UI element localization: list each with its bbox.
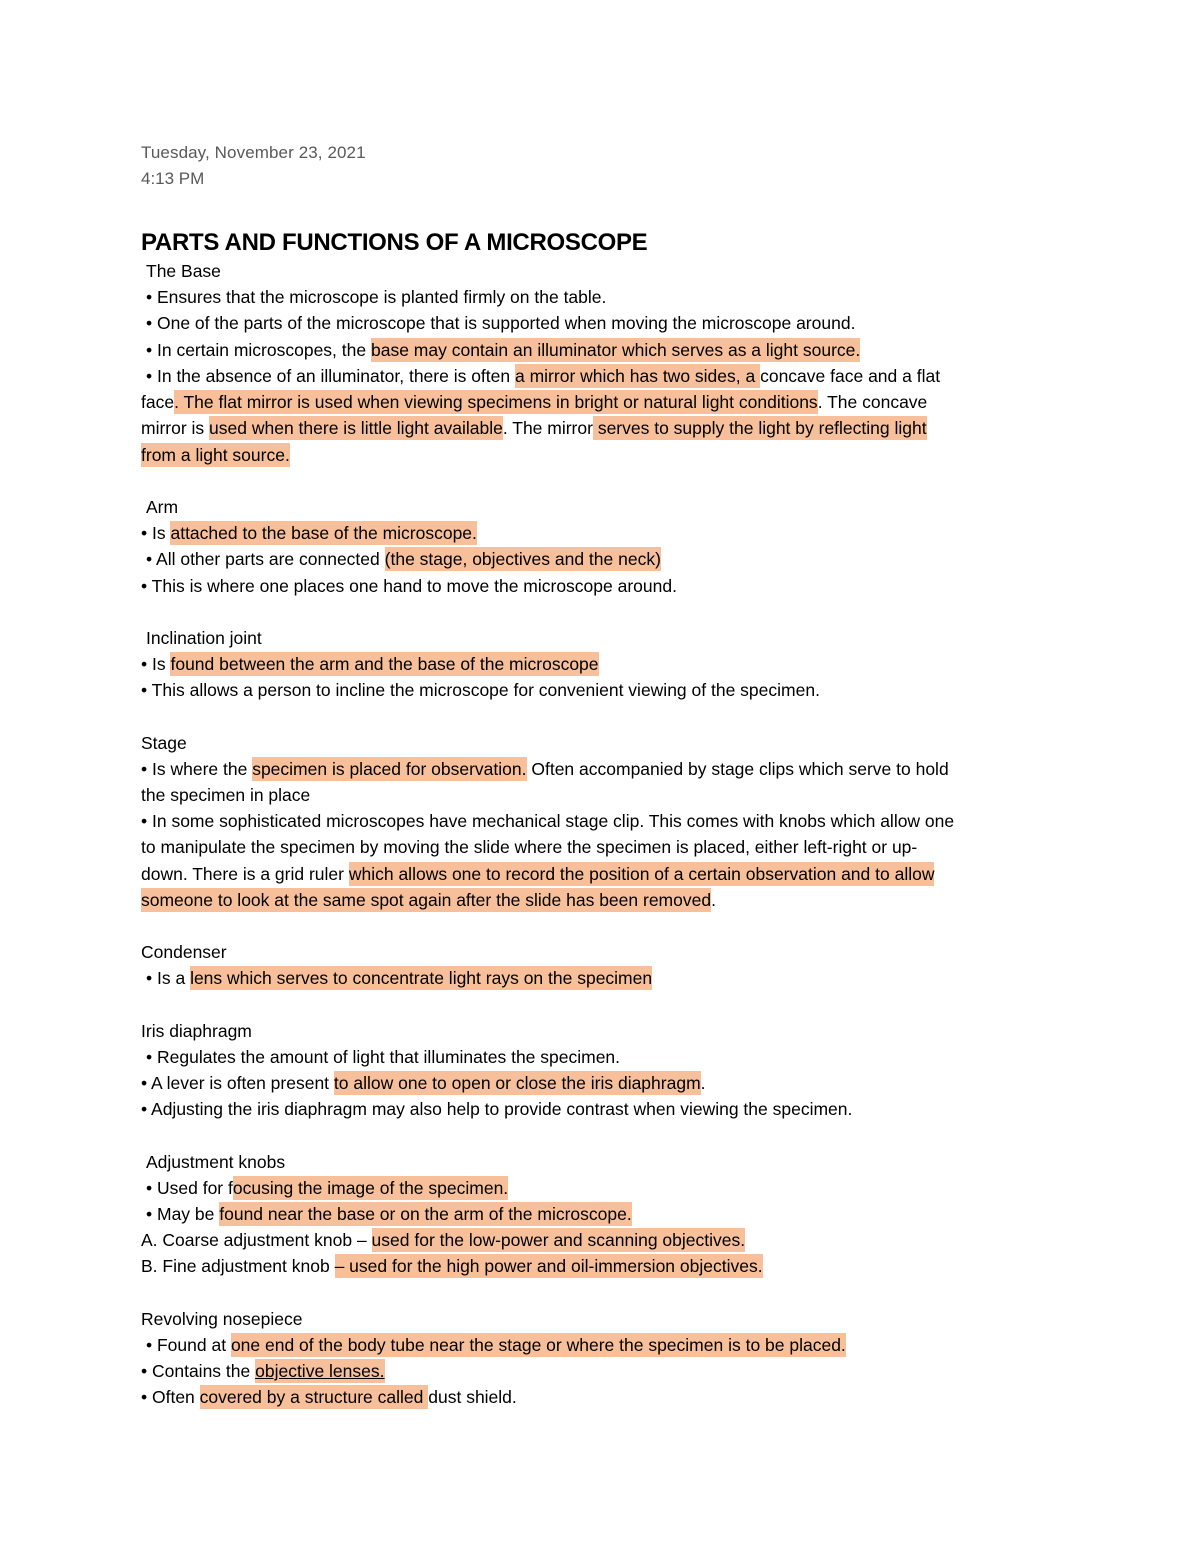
base-line-6: mirror is used when there is little light available. The mirror serves to supply the light by reflecting light bbox=[141, 418, 927, 439]
nosepiece-line-2: • Contains the objective lenses. bbox=[141, 1361, 385, 1382]
section-heading-iris: Iris diaphragm bbox=[141, 1020, 252, 1041]
stage-line-1: • Is where the specimen is placed for observation. Often accompanied by stage clips which serve to hold bbox=[141, 758, 949, 779]
section-heading-inclination: Inclination joint bbox=[146, 627, 262, 648]
page-title: PARTS AND FUNCTIONS OF A MICROSCOPE bbox=[141, 229, 648, 256]
highlight: attached to the base of the microscope. bbox=[170, 523, 477, 544]
note-date: Tuesday, November 23, 2021 bbox=[141, 143, 366, 162]
highlight: used when there is little light available bbox=[209, 418, 503, 439]
stage-line-4: to manipulate the specimen by moving the slide where the specimen is placed, either left-right or up- bbox=[141, 837, 918, 858]
note-page bbox=[141, 140, 1061, 1411]
condenser-line-1: • Is a lens which serves to concentrate light rays on the specimen bbox=[146, 968, 653, 989]
base-line-4: • In the absence of an illuminator, there is often a mirror which has two sides, a concave face and a flat bbox=[146, 365, 941, 386]
highlight: . The flat mirror bbox=[174, 392, 298, 413]
note-time: 4:13 PM bbox=[141, 169, 205, 188]
section-heading-base: The Base bbox=[146, 261, 221, 281]
section-heading-nosepiece: Revolving nosepiece bbox=[141, 1308, 303, 1329]
highlight: (the stage, objectives and the neck) bbox=[384, 549, 661, 570]
knobs-line-4: B. Fine adjustment knob – used for the high power and oil-immersion objectives. bbox=[141, 1256, 763, 1277]
highlight: – used for the high power and oil-immersion objectives. bbox=[334, 1256, 763, 1277]
highlight: is used when viewing specimens in bright or natural light conditions bbox=[297, 392, 818, 413]
highlight: ocusing the image of the specimen. bbox=[232, 1177, 509, 1198]
section-heading-knobs: Adjustment knobs bbox=[146, 1151, 286, 1172]
stage-line-5: down. There is a grid ruler which allows one to record the position of a certain observation and to allow bbox=[141, 863, 935, 884]
base-line-2: • One of the parts of the microscope that is supported when moving the microscope around. bbox=[146, 313, 856, 334]
highlight: which allows one to record the position of a certain observation and to allow bbox=[348, 863, 935, 884]
arm-line-3: • This is where one places one hand to move the microscope around. bbox=[141, 575, 677, 596]
highlight: specimen is placed for observation. bbox=[252, 758, 527, 779]
stage-line-6: someone to look at the same spot again after the slide has been removed. bbox=[141, 890, 716, 911]
highlight: base may contain an illuminator which serves as a light source. bbox=[370, 339, 861, 360]
knobs-line-3: A. Coarse adjustment knob – used for the low-power and scanning objectives. bbox=[141, 1230, 746, 1251]
stage-line-2: the specimen in place bbox=[141, 784, 311, 805]
highlight: lens which serves to concentrate light rays on the specimen bbox=[190, 968, 653, 989]
section-heading-condenser: Condenser bbox=[141, 942, 227, 963]
knobs-line-2: • May be found near the base or on the arm of the microscope. bbox=[146, 1203, 632, 1224]
highlight: one end of the body tube near the stage or where the specimen is to be placed. bbox=[230, 1334, 846, 1355]
knobs-line-1: • Used for focusing the image of the specimen. bbox=[146, 1177, 509, 1198]
stage-line-3: • In some sophisticated microscopes have mechanical stage clip. This comes with knobs which allow one bbox=[141, 811, 955, 832]
iris-line-2: • A lever is often present to allow one to open or close the iris diaphragm. bbox=[141, 1072, 706, 1093]
base-line-7 bbox=[141, 442, 1061, 468]
highlight: used for the low-power and scanning objectives. bbox=[371, 1230, 746, 1251]
highlight: from a light source. bbox=[141, 444, 290, 465]
highlight: found near the base or on the arm of the microscope. bbox=[219, 1203, 632, 1224]
base-line-5: face. The flat mirror is used when viewing specimens in bright or natural light conditions. The concave bbox=[141, 392, 928, 413]
highlight-underlined: objective lenses. bbox=[255, 1361, 385, 1382]
inclination-line-2: • This allows a person to incline the microscope for convenient viewing of the specimen. bbox=[141, 680, 820, 701]
highlight: serves to supply the light by reflecting light bbox=[592, 418, 927, 439]
iris-line-1: • Regulates the amount of light that illuminates the specimen. bbox=[146, 1046, 621, 1067]
section-heading-arm: Arm bbox=[146, 497, 179, 518]
arm-line-2: • All other parts are connected (the stage, objectives and the neck) bbox=[146, 549, 661, 570]
arm-line-1: • Is attached to the base of the microscope. bbox=[141, 523, 477, 544]
base-line-3: • In certain microscopes, the base may contain an illuminator which serves as a light source. bbox=[146, 339, 861, 360]
inclination-line-1: • Is found between the arm and the base of the microscope bbox=[141, 653, 599, 674]
highlight: someone to look at the same spot again after the slide has been removed bbox=[141, 890, 712, 911]
highlight: to allow one to open or close the iris diaphragm bbox=[333, 1072, 701, 1093]
highlight: found between the arm and the base of the microscope bbox=[170, 653, 599, 674]
highlight: a mirror which has two sides, a bbox=[515, 365, 761, 386]
highlight: covered by a structure called bbox=[199, 1387, 429, 1408]
base-line-1: • Ensures that the microscope is planted firmly on the table. bbox=[146, 287, 607, 307]
iris-line-3: • Adjusting the iris diaphragm may also help to provide contrast when viewing the specimen. bbox=[141, 1099, 853, 1120]
section-heading-stage: Stage bbox=[141, 732, 187, 753]
nosepiece-line-1: • Found at one end of the body tube near the stage or where the specimen is to be placed. bbox=[146, 1334, 846, 1355]
nosepiece-line-3: • Often covered by a structure called dust shield. bbox=[141, 1387, 517, 1408]
